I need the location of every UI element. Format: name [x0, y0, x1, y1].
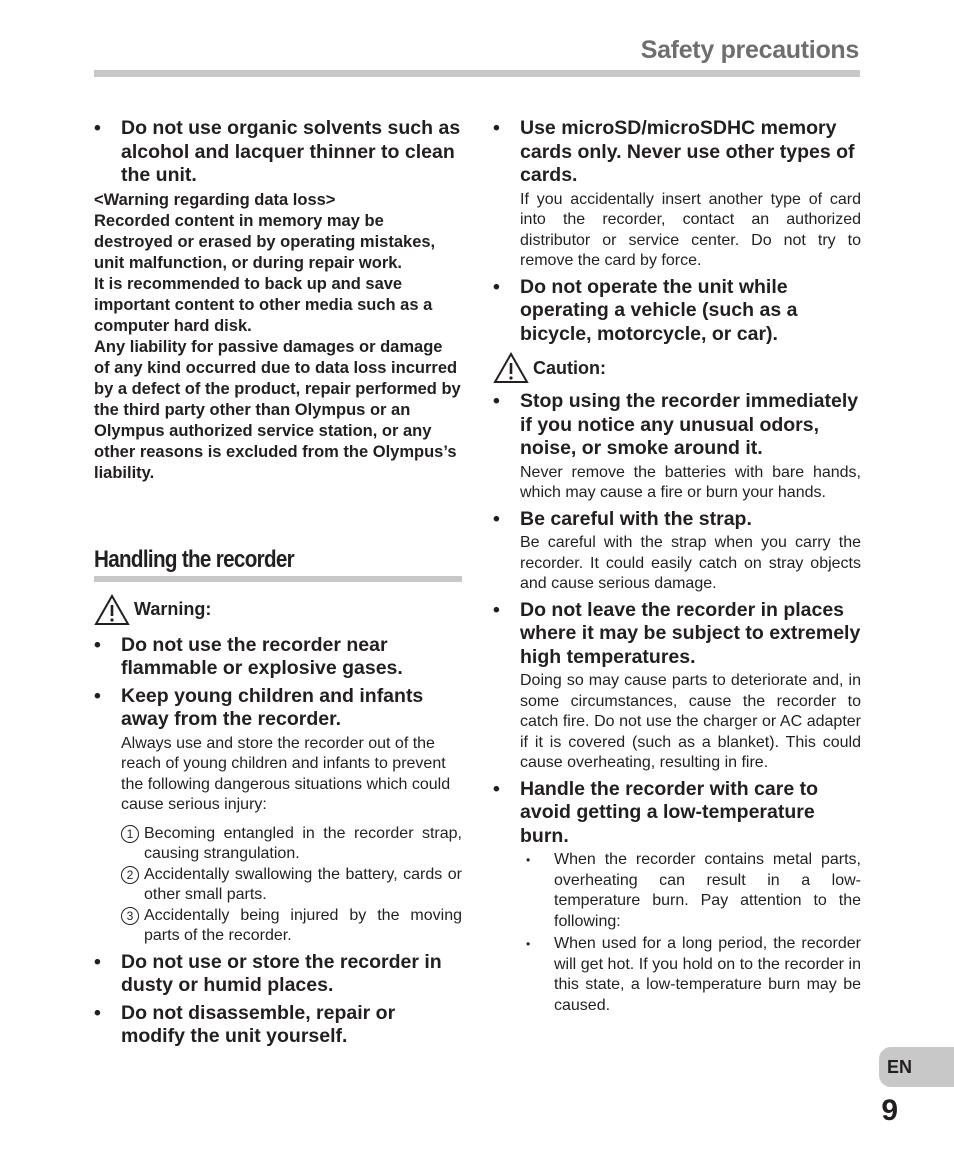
- left-column: [94, 117, 462, 1051]
- number-badge: 1: [121, 825, 139, 843]
- numbered-item: [94, 865, 462, 906]
- sub-bullet-dot: •: [526, 853, 531, 867]
- numbered-text: Accidentally being injured by the moving parts of the recorder.: [144, 906, 462, 944]
- data-loss-heading: <Warning regarding data loss>: [94, 190, 336, 209]
- sub-bullet-dot: •: [526, 937, 531, 951]
- data-loss-p1: Recorded content in memory may be destroyed or erased by operating mistakes, unit malfunction, or during repair work.: [94, 211, 436, 272]
- caution-alert: [493, 352, 861, 384]
- sub-list-text: When the recorder contains metal parts, overheating can result in a low-temperature burn. Pay attention to the following:: [554, 851, 861, 930]
- bullet-high-temperatures: • Do not leave the recorder in places where it may be subject to extremely high temperatures.: [493, 599, 861, 670]
- header-rule: [94, 70, 860, 77]
- bullet-strap: • Be careful with the strap.: [493, 508, 861, 532]
- number-badge: 3: [121, 907, 139, 925]
- unusual-odors-body: Never remove the batteries with bare hands, which may cause a fire or burn your hands.: [520, 463, 861, 501]
- warning-label: Warning:: [134, 599, 212, 619]
- bullet-young-children: • Keep young children and infants away from the recorder.: [94, 685, 462, 732]
- microsd-body: If you accidentally insert another type of card into the recorder, contact an authorized distributor or service center. Do not try to remove the card by force.: [520, 190, 861, 269]
- sub-list-item: [493, 850, 861, 932]
- high-temperatures-body: Doing so may cause parts to deteriorate and, in some circumstances, cause the recorder to catch fire. Do not use the charger or AC adapter if it is covered (such as a blanket). This could cause overheating, resulting in fire.: [520, 672, 861, 771]
- strap-body: Be careful with the strap when you carry the recorder. It could easily catch on stray objects and cause serious damage.: [520, 534, 861, 592]
- bullet-organic-solvents: • Do not use organic solvents such as alcohol and lacquer thinner to clean the unit.: [94, 117, 462, 188]
- page-header-title: Safety precautions: [640, 36, 859, 64]
- caution-label: Caution:: [533, 357, 606, 378]
- bullet-low-temperature-burn: • Handle the recorder with care to avoid getting a low-temperature burn.: [493, 778, 861, 849]
- bullet-dusty-humid: • Do not use or store the recorder in dusty or humid places.: [94, 951, 462, 998]
- numbered-item: [94, 906, 462, 947]
- right-column: [493, 117, 861, 1018]
- section-rule: [94, 576, 462, 582]
- young-children-body: Always use and store the recorder out of the reach of young children and infants to prevent the following dangerous situations which could cause serious injury:: [121, 734, 451, 813]
- section-title-handling: Handling the recorder: [94, 545, 295, 573]
- sub-list-text: When used for a long period, the recorder will get hot. If you hold on to the recorder in this state, a low-temperature burn may be caused.: [554, 935, 861, 1014]
- bullet-flammable-gases: • Do not use the recorder near flammable or explosive gases.: [94, 634, 462, 681]
- bullet-microsd: • Use microSD/microSDHC memory cards only. Never use other types of cards.: [493, 117, 861, 188]
- warning-triangle-icon: [94, 594, 130, 626]
- warning-alert: [94, 594, 462, 626]
- sub-list-item: [493, 934, 861, 1016]
- bullet-unusual-odors: • Stop using the recorder immediately if you notice any unusual odors, noise, or smoke around it.: [493, 390, 861, 461]
- page-number: 9: [881, 1094, 898, 1127]
- data-loss-p2: It is recommended to back up and save important content to other media such as a computer hard disk.: [94, 274, 433, 335]
- numbered-text: Accidentally swallowing the battery, cards or other small parts.: [144, 865, 462, 903]
- data-loss-p3: Any liability for passive damages or damage of any kind occurred due to data loss incurred by a defect of the product, repair performed by the third party other than Olympus or an Olympus authorized service station, or any other reasons is excluded from the Olympus’s liability.: [94, 337, 461, 482]
- data-loss-warning: [94, 190, 462, 484]
- bullet-disassemble: • Do not disassemble, repair or modify the unit yourself.: [94, 1002, 462, 1049]
- number-badge: 2: [121, 866, 139, 884]
- caution-triangle-icon: [493, 352, 529, 384]
- bullet-vehicle: • Do not operate the unit while operating a vehicle (such as a bicycle, motorcycle, or car).: [493, 276, 861, 347]
- language-tab: EN: [879, 1047, 954, 1087]
- numbered-item: [94, 824, 462, 865]
- spacer: [94, 484, 462, 546]
- numbered-text: Becoming entangled in the recorder strap, causing strangulation.: [144, 824, 462, 862]
